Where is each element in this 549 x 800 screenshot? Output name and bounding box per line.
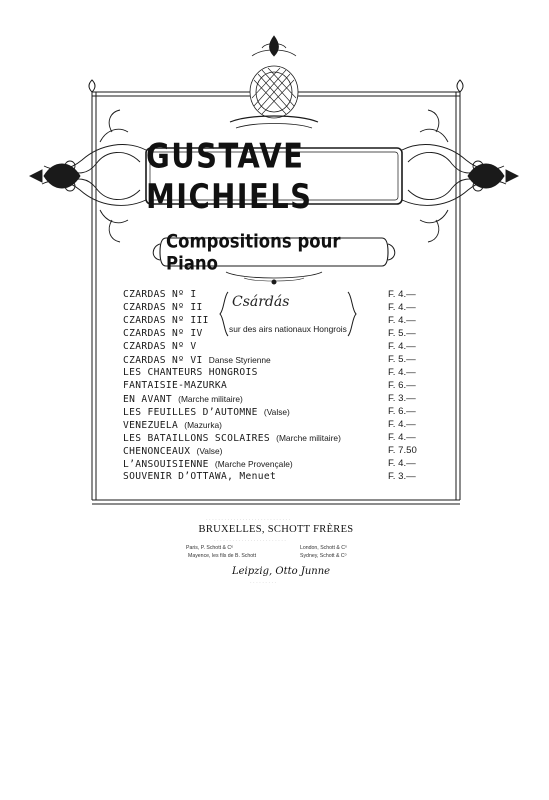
work-price: F. 7.50 bbox=[388, 445, 417, 456]
work-title: CZARDAS Nº I bbox=[123, 289, 197, 300]
work-note: (Valse) bbox=[263, 407, 290, 417]
composer-name: GUSTAVE MICHIELS bbox=[146, 135, 313, 217]
collection-subtitle: Compositions pour Piano bbox=[166, 230, 341, 274]
publisher-sydney: Sydney, Schott & Cᵒ bbox=[300, 553, 347, 559]
publisher-leipzig: Leipzig, Otto Junne bbox=[232, 566, 331, 577]
work-price: F. 3.— bbox=[388, 393, 416, 404]
work-title: CZARDAS Nº III bbox=[123, 315, 209, 326]
work-price: F. 5.— bbox=[388, 354, 416, 365]
work-title: EN AVANT (Marche militaire) bbox=[123, 394, 243, 405]
work-title: CZARDAS Nº II bbox=[123, 302, 203, 313]
work-price: F. 4.— bbox=[388, 367, 416, 378]
imprint-faint-line: · · · · · · · · · · · · · · · · · · · · · · · · · · · · bbox=[206, 517, 291, 523]
work-title: CZARDAS Nº IV bbox=[123, 328, 203, 339]
crest-ornament bbox=[230, 36, 318, 128]
publisher-mayence: Mayence, les fils de B. Schott bbox=[188, 553, 257, 559]
work-price: F. 6.— bbox=[388, 380, 416, 391]
work-note: (Valse) bbox=[196, 446, 223, 456]
work-price: F. 3.— bbox=[388, 471, 416, 482]
foliage-scroll-left bbox=[30, 110, 146, 242]
work-price: F. 5.— bbox=[388, 328, 416, 339]
work-price: F. 4.— bbox=[388, 315, 416, 326]
work-title: CZARDAS Nº V bbox=[123, 341, 197, 352]
work-title: LES CHANTEURS HONGROIS bbox=[123, 367, 258, 378]
work-price: F. 4.— bbox=[388, 289, 416, 300]
work-note: Danse Styrienne bbox=[208, 355, 271, 365]
work-note: (Marche militaire) bbox=[276, 433, 341, 443]
publisher-london: London, Schott & Cᵒ bbox=[300, 545, 347, 551]
brace-note: sur des airs nationaux Hongrois bbox=[229, 324, 347, 334]
work-title: CZARDAS Nº VI Danse Styrienne bbox=[123, 355, 271, 366]
imprint-faint-line: · · · · · · · · · · · · · · · · · · · · · · · · bbox=[214, 538, 286, 544]
work-price: F. 4.— bbox=[388, 458, 416, 469]
publisher-name: BRUXELLES, SCHOTT FRÈRES bbox=[198, 524, 354, 535]
work-title: CHENONCEAUX (Valse) bbox=[123, 446, 223, 457]
plate-number: · · · · · · · · · bbox=[250, 580, 277, 586]
work-title: VENEZUELA (Mazurka) bbox=[123, 420, 222, 431]
handwritten-title: Csárdás bbox=[232, 294, 290, 310]
work-title: LES FEUILLES D’AUTOMNE (Valse) bbox=[123, 407, 290, 418]
work-price: F. 6.— bbox=[388, 406, 416, 417]
work-title: L’ANSOUISIENNE (Marche Provençale) bbox=[123, 459, 293, 470]
publisher-paris: Paris, P. Schott & Cᵉ bbox=[186, 545, 234, 551]
work-price: F. 4.— bbox=[388, 341, 416, 352]
work-note: (Marche militaire) bbox=[178, 394, 243, 404]
work-note: (Marche Provençale) bbox=[214, 459, 293, 469]
work-price: F. 4.— bbox=[388, 432, 416, 443]
work-note: (Mazurka) bbox=[184, 420, 222, 430]
work-title: LES BATAILLONS SCOLAIRES (Marche militaire) bbox=[123, 433, 341, 444]
work-title: SOUVENIR D’OTTAWA, Menuet bbox=[123, 471, 277, 482]
work-title: FANTAISIE-MAZURKA bbox=[123, 380, 228, 391]
work-price: F. 4.— bbox=[388, 419, 416, 430]
work-price: F. 4.— bbox=[388, 302, 416, 313]
